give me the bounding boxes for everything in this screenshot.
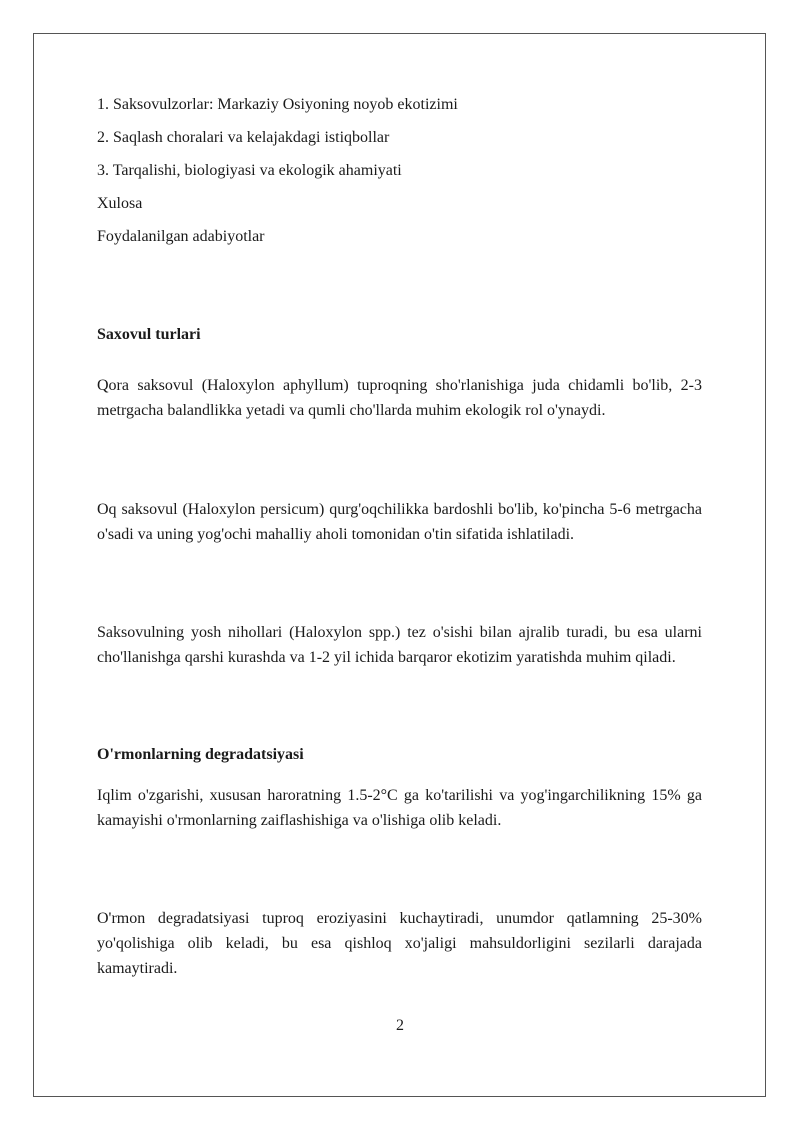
table-of-contents	[97, 95, 702, 260]
toc-item: Xulosa	[97, 195, 143, 212]
toc-item: Foydalanilgan adabiyotlar	[97, 228, 265, 245]
paragraph: Qora saksovul (Haloxylon aphyllum) tuproqning sho'rlanishiga juda chidamli bo'lib, 2-3 metrgacha balandlikka yetadi va qumli cho'llarda muhim ekologik rol o'ynaydi.	[97, 377, 702, 419]
section-heading: Saxovul turlari	[97, 326, 201, 343]
toc-item: 1. Saksovulzorlar: Markaziy Osiyoning noyob ekotizimi	[97, 96, 458, 113]
paragraph: Saksovulning yosh nihollari (Haloxylon spp.) tez o'sishi bilan ajralib turadi, bu esa ularni cho'llanishga qarshi kurashda va 1-2 yil ichida barqaror ekotizim yaratishda muhim qiladi.	[97, 624, 702, 666]
section-heading: O'rmonlarning degradatsiyasi	[97, 746, 304, 763]
paragraph: O'rmon degradatsiyasi tuproq eroziyasini kuchaytiradi, unumdor qatlamning 25-30% yo'qolishiga olib keladi, bu esa qishloq xo'jaligi mahsuldorligini sezilarli darajada kamaytiradi.	[97, 910, 702, 977]
paragraph: Iqlim o'zgarishi, xususan haroratning 1.5-2°C ga ko'tarilishi va yog'ingarchilikning 15% ga kamayishi o'rmonlarning zaiflashishiga va o'lishiga olib keladi.	[97, 787, 702, 829]
toc-item: 2. Saqlash choralari va kelajakdagi istiqbollar	[97, 129, 390, 146]
page-number: 2	[396, 1017, 404, 1034]
paragraph: Oq saksovul (Haloxylon persicum) qurg'oqchilikka bardoshli bo'lib, ko'pincha 5-6 metrgacha o'sadi va uning yog'ochi mahalliy aholi tomonidan o'tin sifatida ishlatiladi.	[97, 501, 702, 543]
toc-item: 3. Tarqalishi, biologiyasi va ekologik ahamiyati	[97, 162, 402, 179]
